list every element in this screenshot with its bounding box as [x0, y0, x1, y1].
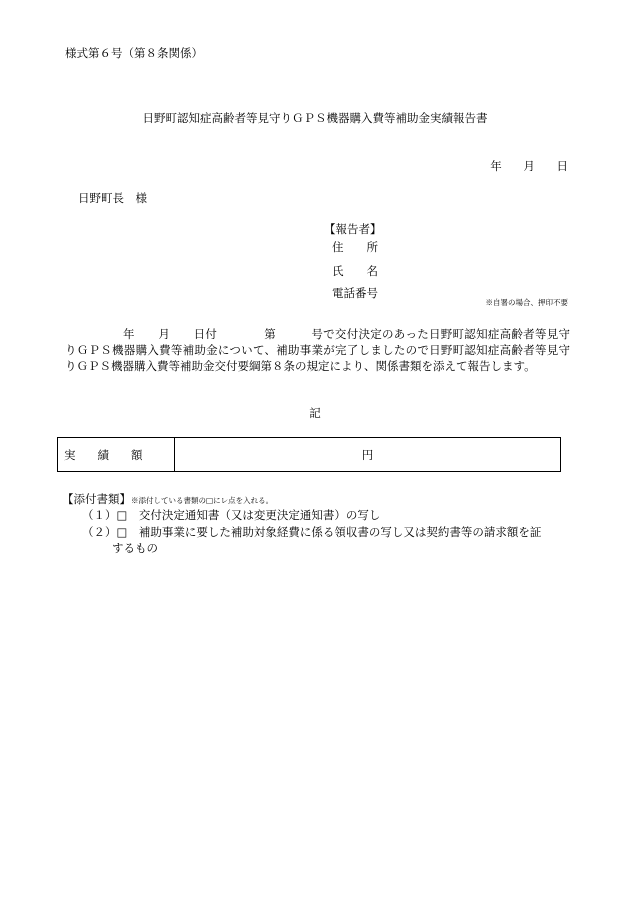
ki-heading: 記: [309, 406, 321, 420]
date-line: [472, 158, 568, 174]
attachment-item-2: （２）□ 補助事業に要した補助対象経費に係る領収書の写し又は契約書等の請求額を証: [82, 525, 542, 539]
date-day-label: 日: [556, 159, 568, 173]
date-year-label: 年: [490, 159, 502, 173]
attachments-note: ※添付している書類の□にレ点を入れる。: [131, 496, 274, 505]
document-title: 日野町認知症高齢者等見守りＧＰＳ機器購入費等補助金実績報告書: [142, 111, 488, 125]
reporter-address-label: 住 所: [332, 240, 378, 254]
reporter-heading: 【報告者】: [324, 222, 382, 236]
form-number: 様式第６号（第８条関係）: [65, 46, 203, 60]
date-month-label: 月: [523, 159, 535, 173]
yen-unit: 円: [361, 447, 374, 462]
result-amount-table: [57, 437, 561, 472]
attachments-heading-label: 【添付書類】: [62, 492, 131, 506]
reporter-name-label: 氏 名: [332, 264, 378, 278]
addressee: 日野町長 様: [78, 191, 147, 205]
body-paragraph: 年 月 日付 第 号で交付決定のあった日野町認知症高齢者等見守りＧＰＳ機器購入費等補助金について、補助事業が完了しましたので日野町認知症高齢者等見守りＧＰＳ機器購入費等補助金交付要綱第８条の規定により、関係書類を添えて報告します。: [65, 327, 570, 373]
result-amount-value[interactable]: [175, 438, 560, 471]
attachment-item-1: （１）□ 交付決定通知書（又は変更決定通知書）の写し: [82, 508, 381, 522]
reporter-phone-label: 電話番号: [332, 286, 378, 300]
attachment-item-2-continuation: するもの: [112, 541, 158, 555]
attachments-heading: [62, 491, 273, 507]
reporter-note: ※自署の場合、押印不要: [485, 298, 568, 307]
result-amount-label: 実績額: [58, 438, 175, 471]
